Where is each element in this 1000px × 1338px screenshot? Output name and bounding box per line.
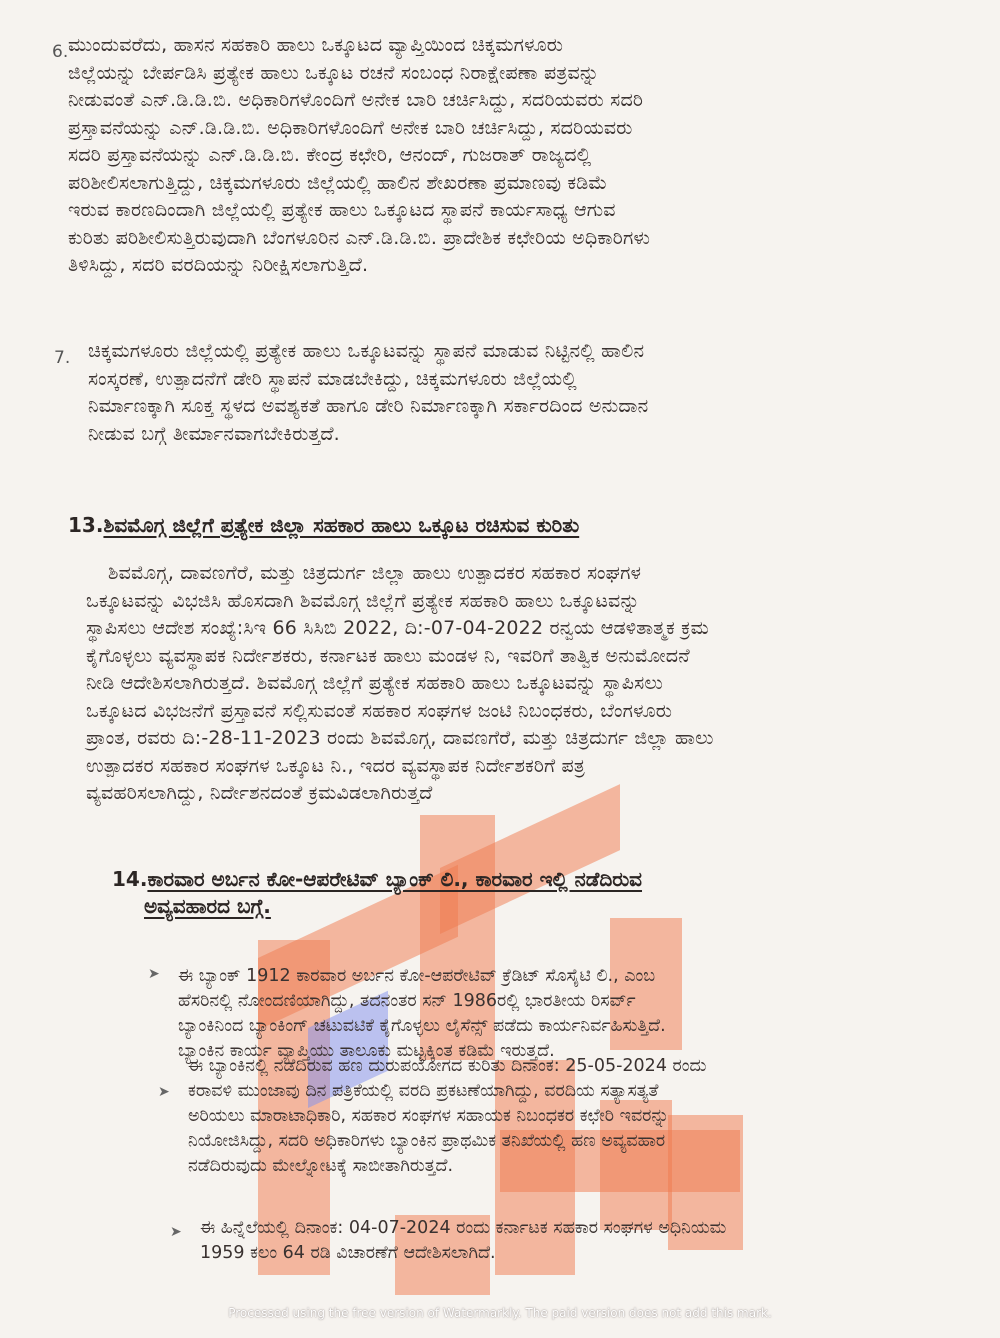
arrow-bullet-icon: ➤ xyxy=(170,1224,182,1240)
section-title: ಕಾರವಾರ ಅರ್ಬನ ಕೋ-ಆಪರೇಟಿವ್ ಬ್ಯಾಂಕ್ ಲಿ., ಕಾರವಾರ ಇಲ್ಲಿ ನಡೆದಿರುವ xyxy=(147,867,643,891)
heading-line xyxy=(112,893,942,920)
section-number: 14. xyxy=(112,867,148,891)
text-line: ಚಿಕ್ಕಮಗಳೂರು ಜಿಲ್ಲೆಯಲ್ಲಿ ಪ್ರತ್ಯೇಕ ಹಾಲು ಒಕ್ಕೂಟವನ್ನು ಸ್ಥಾಪನೆ ಮಾಡುವ ನಿಟ್ಟಿನಲ್ಲಿ ಹಾಲಿನ xyxy=(88,340,645,362)
section-number: 13. xyxy=(68,513,104,537)
section-13-heading xyxy=(68,512,948,539)
text-line: ನೀಡಿ ಆದೇಶಿಸಲಾಗಿರುತ್ತದೆ. ಶಿವಮೊಗ್ಗ ಜಿಲ್ಲೆಗೆ ಪ್ರತ್ಯೇಕ ಸಹಕಾರಿ ಹಾಲು ಒಕ್ಕೂಟವನ್ನು ಸ್ಥಾಪಿಸಲು xyxy=(86,672,663,694)
bullet-text xyxy=(178,964,938,1064)
section-14-heading xyxy=(112,866,942,920)
text-line: ಸ್ಥಾಪಿಸಲು ಆದೇಶ ಸಂಖ್ಯೆ:ಸಿಇ 66 ಸಿಸಿಬಿ 2022, ದಿ:-07-04-2022 ರನ್ವಯ ಆಡಳಿತಾತ್ಮಕ ಕ್ರಮ xyxy=(86,617,709,639)
text-line: ಬ್ಯಾಂಕಿನಿಂದ ಬ್ಯಾಂಕಿಂಗ್ ಚಟುವಟಿಕೆ ಕೈಗೊಳ್ಳಲು ಲೈಸೆನ್ಸ್ ಪಡೆದು ಕಾರ್ಯನಿರ್ವಹಿಸುತ್ತಿದೆ. xyxy=(178,1016,666,1036)
item-number: 6. xyxy=(52,42,69,62)
text-line: ಪ್ರಸ್ತಾವನೆಯನ್ನು ಎನ್.ಡಿ.ಡಿ.ಬಿ. ಅಧಿಕಾರಿಗಳೊಂದಿಗೆ ಅನೇಕ ಬಾರಿ ಚರ್ಚಿಸಿದ್ದು, ಸದರಿಯವರು xyxy=(68,116,633,139)
text-line: ಶಿವಮೊಗ್ಗ, ದಾವಣಗೆರೆ, ಮತ್ತು ಚಿತ್ರದುರ್ಗ ಜಿಲ್ಲಾ ಹಾಲು ಉತ್ಪಾದಕರ ಸಹಕಾರ ಸಂಘಗಳ xyxy=(108,562,642,584)
section-title-continued: ಅವ್ಯವಹಾರದ ಬಗ್ಗೆ. xyxy=(144,894,271,918)
section-title: ಶಿವಮೊಗ್ಗ ಜಿಲ್ಲೆಗೆ ಪ್ರತ್ಯೇಕ ಜಿಲ್ಲಾ ಸಹಕಾರ ಹಾಲು ಒಕ್ಕೂಟ ರಚಿಸುವ ಕುರಿತು xyxy=(103,513,580,537)
item-number: 7. xyxy=(54,348,71,368)
heading-line xyxy=(112,866,942,893)
text-line: ಕುರಿತು ಪರಿಶೀಲಿಸುತ್ತಿರುವುದಾಗಿ ಬೆಂಗಳೂರಿನ ಎನ್.ಡಿ.ಡಿ.ಬಿ. ಪ್ರಾದೇಶಿಕ ಕಛೇರಿಯ ಅಧಿಕಾರಿಗಳು xyxy=(68,226,651,249)
arrow-bullet-icon: ➤ xyxy=(148,966,160,982)
text-line: ಜಿಲ್ಲೆಯನ್ನು ಬೇರ್ಪಡಿಸಿ ಪ್ರತ್ಯೇಕ ಹಾಲು ಒಕ್ಕೂಟ ರಚನೆ ಸಂಬಂಧ ನಿರಾಕ್ಷೇಪಣಾ ಪತ್ರವನ್ನು xyxy=(68,61,600,84)
text-line: ಕೈಗೊಳ್ಳಲು ವ್ಯವಸ್ಥಾಪಕ ನಿರ್ದೇಶಕರು, ಕರ್ನಾಟಕ ಹಾಲು ಮಂಡಳ ನಿ, ಇವರಿಗೆ ತಾತ್ವಿಕ ಅನುಮೋದನೆ xyxy=(86,644,690,667)
text-line: ನಡೆದಿರುವುದು ಮೇಲ್ನೋಟಕ್ಕೆ ಸಾಬೀತಾಗಿರುತ್ತದೆ. xyxy=(188,1156,454,1176)
text-line: ಒಕ್ಕೂಟವನ್ನು ವಿಭಜಿಸಿ ಹೊಸದಾಗಿ ಶಿವಮೊಗ್ಗ ಜಿಲ್ಲೆಗೆ ಪ್ರತ್ಯೇಕ ಸಹಕಾರಿ ಹಾಲು ಒಕ್ಕೂಟವನ್ನು xyxy=(86,589,640,612)
item-7-paragraph xyxy=(88,338,958,448)
text-line: ಬ್ಯಾಂಕಿನ ಕಾರ್ಯ ವ್ಯಾಪ್ತಿಯು ತಾಲೂಕು ಮಟ್ಟಕ್ಕಿಂತ ಕಡಿಮೆ ಇರುತ್ತದೆ. xyxy=(178,1041,555,1061)
item-6-paragraph xyxy=(68,32,948,280)
text-line: ಇರುವ ಕಾರಣದಿಂದಾಗಿ ಜಿಲ್ಲೆಯಲ್ಲಿ ಪ್ರತ್ಯೇಕ ಹಾಲು ಒಕ್ಕೂಟದ ಸ್ಥಾಪನೆ ಕಾರ್ಯಸಾಧ್ಯ ಆಗುವ xyxy=(68,199,616,221)
text-line: ಈ ಬ್ಯಾಂಕ್ 1912 ಕಾರವಾರ ಅರ್ಬನ ಕೋ-ಆಪರೇಟಿವ್ ಕ್ರೆಡಿಟ್ ಸೊಸೈಟಿ ಲಿ., ಎಂಬ xyxy=(178,966,656,986)
text-line: ಅರಿಯಲು ಮಾರಾಟಾಧಿಕಾರಿ, ಸಹಕಾರ ಸಂಘಗಳ ಸಹಾಯಕ ನಿಬಂಧಕರ ಕಛೇರಿ ಇವರನ್ನು xyxy=(188,1106,670,1126)
text-line: ಮುಂದುವರೆದು, ಹಾಸನ ಸಹಕಾರಿ ಹಾಲು ಒಕ್ಕೂಟದ ವ್ಯಾಪ್ತಿಯಿಂದ ಚಿಕ್ಕಮಗಳೂರು xyxy=(68,34,564,56)
text-line: ಉತ್ಪಾದಕರ ಸಹಕಾರ ಸಂಘಗಳ ಒಕ್ಕೂಟ ನಿ., ಇದರ ವ್ಯವಸ್ಥಾಪಕ ನಿರ್ದೇಶಕರಿಗೆ ಪತ್ರ xyxy=(86,754,585,777)
text-line: ಹೆಸರಿನಲ್ಲಿ ನೋಂದಣಿಯಾಗಿದ್ದು, ತದನಂತರ ಸನ್ 1986ರಲ್ಲಿ ಭಾರತೀಯ ರಿಸರ್ವ್ xyxy=(178,991,636,1011)
bullet-text xyxy=(188,1054,938,1179)
text-line: ನೀಡುವಂತೆ ಎನ್.ಡಿ.ಡಿ.ಬಿ. ಅಧಿಕಾರಿಗಳೊಂದಿಗೆ ಅನೇಕ ಬಾರಿ ಚರ್ಚಿಸಿದ್ದು, ಸದರಿಯವರು ಸದರಿ xyxy=(68,89,644,111)
text-line: 1959 ಕಲಂ 64 ರಡಿ ವಿಚಾರಣೆಗೆ ಆದೇಶಿಸಲಾಗಿದೆ. xyxy=(200,1243,496,1263)
text-line: ಪರಿಶೀಲಿಸಲಾಗುತ್ತಿದ್ದು, ಚಿಕ್ಕಮಗಳೂರು ಜಿಲ್ಲೆಯಲ್ಲಿ ಹಾಲಿನ ಶೇಖರಣಾ ಪ್ರಮಾಣವು ಕಡಿಮೆ xyxy=(68,171,608,194)
text-line: ನೀಡುವ ಬಗ್ಗೆ ತೀರ್ಮಾನವಾಗಬೇಕಿರುತ್ತದೆ. xyxy=(88,422,340,445)
text-line: ಈ ಹಿನ್ನೆಲೆಯಲ್ಲಿ ದಿನಾಂಕ: 04-07-2024 ರಂದು ಕರ್ನಾಟಕ ಸಹಕಾರ ಸಂಘಗಳ ಅಧಿನಿಯಮ xyxy=(200,1218,727,1238)
watermark-notice: Processed using the free version of Watermarkly. The paid version does not add this mark. xyxy=(228,1306,772,1320)
text-line: ಪ್ರಾಂತ, ರವರು ದಿ:-28-11-2023 ರಂದು ಶಿವಮೊಗ್ಗ, ದಾವಣಗೆರೆ, ಮತ್ತು ಚಿತ್ರದುರ್ಗ ಜಿಲ್ಲಾ ಹಾಲು xyxy=(86,727,714,749)
text-line: ಕರಾವಳಿ ಮುಂಜಾವು ದಿನ ಪತ್ರಿಕೆಯಲ್ಲಿ ವರದಿ ಪ್ರಕಟಣೆಯಾಗಿದ್ದು, ವರದಿಯ ಸತ್ಯಾಸತ್ಯತೆ xyxy=(188,1081,659,1101)
text-line: ಈ ಬ್ಯಾಂಕಿನಲ್ಲಿ ನಡೆದಿರುವ ಹಣ ದುರುಪಯೋಗದ ಕುರಿತು ದಿನಾಂಕ: 25-05-2024 ರಂದು xyxy=(188,1056,707,1076)
text-line: ವ್ಯವಹರಿಸಲಾಗಿದ್ದು, ನಿರ್ದೇಶನದಂತೆ ಕ್ರಮವಿಡಲಾಗಿರುತ್ತದೆ xyxy=(86,782,433,804)
text-line: ಒಕ್ಕೂಟದ ವಿಭಜನೆಗೆ ಪ್ರಸ್ತಾವನೆ ಸಲ್ಲಿಸುವಂತೆ ಸಹಕಾರ ಸಂಘಗಳ ಜಂಟಿ ನಿಬಂಧಕರು, ಬೆಂಗಳೂರು xyxy=(86,699,673,722)
text-line: ಸಂಸ್ಕರಣೆ, ಉತ್ಪಾದನೆಗೆ ಡೇರಿ ಸ್ಥಾಪನೆ ಮಾಡಬೇಕಿದ್ದು, ಚಿಕ್ಕಮಗಳೂರು ಜಿಲ್ಲೆಯಲ್ಲಿ xyxy=(88,367,577,390)
section-13-paragraph xyxy=(86,560,961,808)
text-line: ಸದರಿ ಪ್ರಸ್ತಾವನೆಯನ್ನು ಎನ್.ಡಿ.ಡಿ.ಬಿ. ಕೇಂದ್ರ ಕಛೇರಿ, ಆನಂದ್, ಗುಜರಾತ್ ರಾಜ್ಯದಲ್ಲಿ xyxy=(68,144,592,166)
text-line: ನಿರ್ಮಾಣಕ್ಕಾಗಿ ಸೂಕ್ತ ಸ್ಥಳದ ಅವಶ್ಯಕತೆ ಹಾಗೂ ಡೇರಿ ನಿರ್ಮಾಣಕ್ಕಾಗಿ ಸರ್ಕಾರದಿಂದ ಅನುದಾನ xyxy=(88,395,649,417)
text-line: ನಿಯೋಜಿಸಿದ್ದು, ಸದರಿ ಅಧಿಕಾರಿಗಳು ಬ್ಯಾಂಕಿನ ಪ್ರಾಥಮಿಕ ತನಿಖೆಯಲ್ಲಿ ಹಣ ಅವ್ಯವಹಾರ xyxy=(188,1131,666,1151)
bullet-text xyxy=(200,1216,940,1266)
arrow-bullet-icon: ➤ xyxy=(158,1084,170,1100)
text-line: ತಿಳಿಸಿದ್ದು, ಸದರಿ ವರದಿಯನ್ನು ನಿರೀಕ್ಷಿಸಲಾಗುತ್ತಿದೆ. xyxy=(68,254,369,276)
